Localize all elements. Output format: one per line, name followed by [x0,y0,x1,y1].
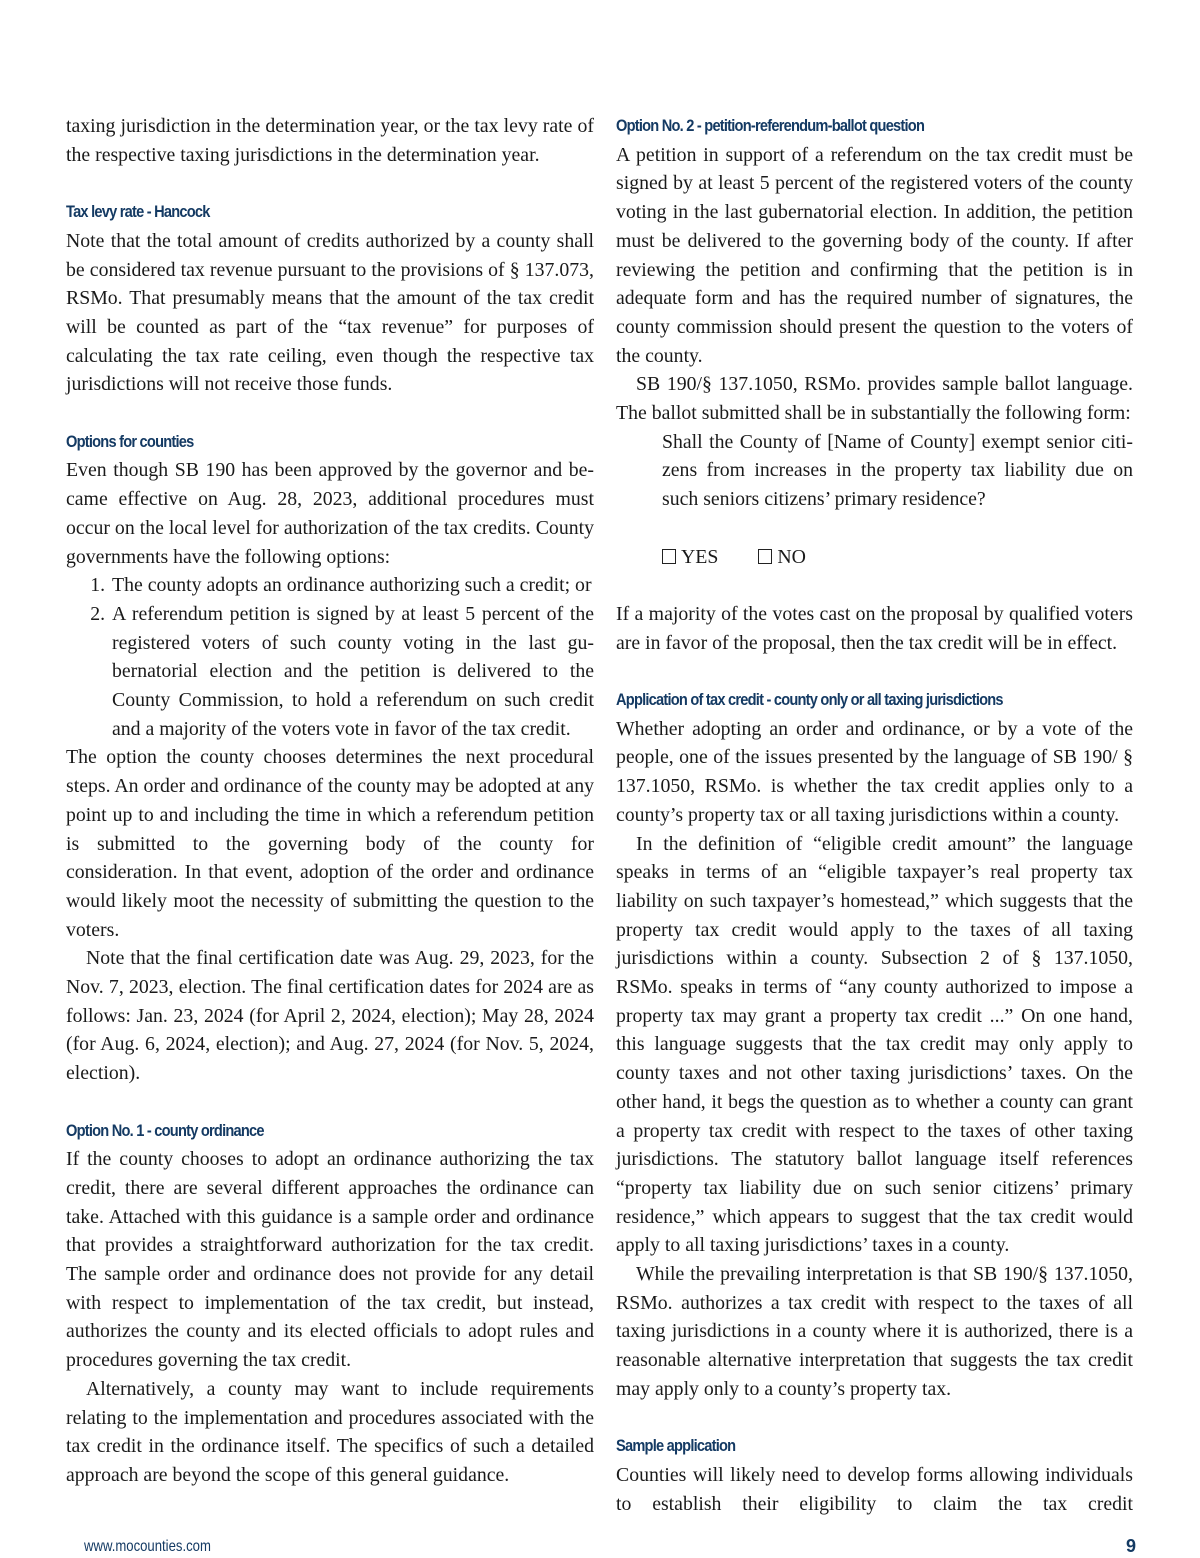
ballot-yes-label: YES [681,545,719,568]
paragraph: If a majority of the votes cast on the proposal by qualified voters are in favor of the proposal, then the tax credit will be in effect. [616,602,1133,654]
right-column [616,112,1133,1518]
paragraph: Note that the final certification date was Aug. 29, 2023, for the Nov. 7, 2023, election. The final certification dates for 2024 are as follows: Jan. 23, 2024 (for April 2, 2024, election); May 28, 2024 (for Aug. 6, 2024, election); and Aug. 27, 2024 (for Nov. 5, 2024, election). [66,947,594,1085]
paragraph: While the prevailing interpretation is that SB 190/§ 137.1050, RSMo. authorizes a tax credit with respect to the taxes of all taxing jurisdictions in a county where it is authorized, there is a reasonable alternative interpretation that suggests the tax credit may apply only to a county’s property tax. [616,1263,1133,1400]
paragraph: Even though SB 190 has been approved by the governor and became effective on Aug. 28, 2023, additional procedures must occur on the local level for authorization of the tax credits. County governments have the following options: [66,459,594,568]
paragraph: Whether adopting an order and ordinance, or by a vote of the people, one of the issues presented by the language of SB 190/ § 137.1050, RSMo. is whether the tax credit applies only to a county’s property tax or all taxing jurisdictions within a county. [616,717,1133,826]
heading-sample-application: Sample application [616,1436,736,1456]
ballot-options [662,543,1133,572]
checkbox-icon [662,549,676,564]
ballot-no-label: NO [777,545,806,568]
left-column [66,112,594,1490]
checkbox-icon [758,549,772,564]
paragraph: The option the county chooses determines the next procedural steps. An order and ordinance of the county may be adopted at any point up to and including the time in which a referendum petition is submitted to the governing body of the county for consideration. In that event, adoption of the order and ordinance would likely moot the necessity of submitting the question to the voters. [66,746,594,941]
ballot-question: Shall the County of [Name of County] exempt senior citizens from increases in the property tax liability due on such seniors citizens’ primary residence? [662,430,1133,511]
ballot-option-yes [662,543,718,572]
paragraph: If the county chooses to adopt an ordinance authorizing the tax credit, there are several different approaches the ordinance can take. Attached with this guidance is a sample order and ordinance that provides a straightforward authorization for the tax credit. The sample order and ordinance does not provide for any detail with respect to implementation of the tax credit, but instead, authorizes the county and its elected officials to adopt rules and procedures governing the tax credit. [66,1148,594,1372]
list-item: 1. The county adopts an ordinance authorizing such a credit; or [110,571,594,600]
paragraph: taxing jurisdiction in the determination year, or the tax levy rate of the respective taxing jurisdictions in the determination year. [66,115,594,166]
heading-options-for-counties: Options for counties [66,431,194,451]
paragraph: SB 190/§ 137.1050, RSMo. provides sample ballot language. The ballot submitted shall be in substantially the following form: [616,373,1133,425]
heading-tax-levy-rate: Tax levy rate - Hancock [66,202,210,222]
ballot-option-no [758,543,806,572]
paragraph: Counties will likely need to develop forms allowing individuals to establish their eligibility to claim the tax credit [616,1463,1133,1515]
heading-option-2: Option No. 2 - petition-referendum-ballot question [616,116,925,135]
heading-application-of-tax-credit: Application of tax credit - county only or all taxing jurisdictions [616,690,1003,710]
footer-url: www.mocounties.com [84,1538,211,1555]
paragraph: Alternatively, a county may want to include requirements relating to the implementation and procedures associated with the tax credit in the ordinance itself. The specifics of such a detailed approach are beyond the scope of this general guidance. [66,1377,594,1486]
heading-option-1: Option No. 1 - county ordinance [66,1120,264,1140]
page-number: 9 [1125,1536,1136,1556]
paragraph: In the definition of “eligible credit amount” the language speaks in terms of an “eligible taxpayer’s real property tax liability on such taxpayer’s homestead,” which suggests that the property tax credit would apply to the taxes of all taxing jurisdictions within a county. Subsection 2 of § 137.1050, RSMo. speaks in terms of “any county authorized to impose a property tax may grant a property tax credit ...” On one hand, this language suggests that the tax credit may only apply to county taxes and not other taxing jurisdictions’ taxes. On the other hand, it begs the question as to whether a county can grant a property tax credit with respect to the taxes of other taxing jurisdictions. The statutory ballot language itself references “property tax liability due on such senior citizens’ primary residence,” which appears to suggest that the tax credit would apply to all taxing jurisdictions’ taxes in a county. [616,832,1133,1257]
options-list [66,571,594,743]
list-item: 2. A referendum petition is signed by at least 5 percent of the registered voters of such county voting in the last gubernatorial election and the petition is delivered to the County Commission, to hold a referendum on such credit and a majority of the voters vote in favor of the tax credit. [110,600,594,744]
paragraph: A petition in support of a referendum on the tax credit must be signed by at least 5 percent of the registered voters of the county voting in the last gubernatorial election. In addition, the petition must be delivered to the governing body of the county. If after reviewing the petition and confirming that the petition is in adequate form and has the required number of signatures, the county commission should present the question to the voters of the county. [616,143,1133,367]
paragraph: Note that the total amount of credits authorized by a county shall be considered tax revenue pursuant to the provisions of § 137.073, RSMo. That presumably means that the amount of the tax credit will be counted as part of the “tax revenue” for purposes of calculating the tax rate ceiling, even though the respective tax jurisdictions will not receive those funds. [66,229,594,396]
